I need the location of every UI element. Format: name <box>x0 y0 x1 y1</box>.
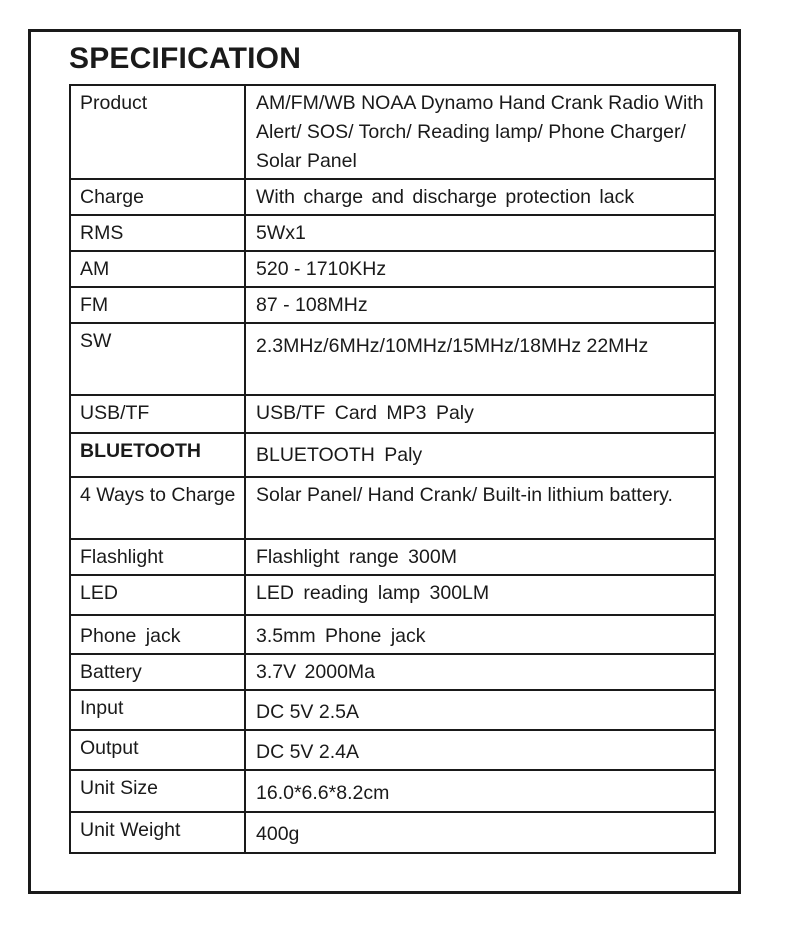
table-row <box>70 179 715 215</box>
spec-value: AM/FM/WB NOAA Dynamo Hand Crank Radio With Alert/ SOS/ Torch/ Reading lamp/ Phone Charger/ Solar Panel <box>245 85 715 179</box>
spec-label: RMS <box>70 215 245 251</box>
table-row <box>70 251 715 287</box>
spec-value: DC 5V 2.5A <box>245 690 715 730</box>
spec-value: 3.5mm Phone jack <box>245 615 715 654</box>
table-row <box>70 287 715 323</box>
spec-label: FM <box>70 287 245 323</box>
table-row <box>70 539 715 575</box>
spec-value: 87 - 108MHz <box>245 287 715 323</box>
spec-label: Output <box>70 730 245 770</box>
spec-label: LED <box>70 575 245 615</box>
spec-value: DC 5V 2.4A <box>245 730 715 770</box>
spec-label: USB/TF <box>70 395 245 433</box>
table-row <box>70 215 715 251</box>
spec-value: 5Wx1 <box>245 215 715 251</box>
table-row <box>70 730 715 770</box>
spec-label: 4 Ways to Charge <box>70 477 245 539</box>
spec-label: Flashlight <box>70 539 245 575</box>
table-row <box>70 433 715 477</box>
spec-value: LED reading lamp 300LM <box>245 575 715 615</box>
spec-label: AM <box>70 251 245 287</box>
page-title: SPECIFICATION <box>69 42 302 75</box>
table-row <box>70 575 715 615</box>
spec-label: Unit Weight <box>70 812 245 853</box>
table-row <box>70 477 715 539</box>
spec-value: 2.3MHz/6MHz/10MHz/15MHz/18MHz 22MHz <box>245 323 715 395</box>
spec-label: SW <box>70 323 245 395</box>
table-row <box>70 395 715 433</box>
spec-label: Charge <box>70 179 245 215</box>
spec-value: BLUETOOTH Paly <box>245 433 715 477</box>
spec-value: 16.0*6.6*8.2cm <box>245 770 715 812</box>
spec-value: Flashlight range 300M <box>245 539 715 575</box>
spec-value: 3.7V 2000Ma <box>245 654 715 690</box>
spec-value: 520 - 1710KHz <box>245 251 715 287</box>
spec-label: Input <box>70 690 245 730</box>
spec-value: USB/TF Card MP3 Paly <box>245 395 715 433</box>
spec-label: Unit Size <box>70 770 245 812</box>
spec-value: Solar Panel/ Hand Crank/ Built-in lithium battery. <box>245 477 715 539</box>
spec-label: Product <box>70 85 245 179</box>
spec-label: Phone jack <box>70 615 245 654</box>
table-row <box>70 85 715 179</box>
table-row <box>70 654 715 690</box>
spec-value: With charge and discharge protection lack <box>245 179 715 215</box>
table-row <box>70 615 715 654</box>
spec-label: BLUETOOTH <box>70 433 245 477</box>
table-row <box>70 690 715 730</box>
spec-value: 400g <box>245 812 715 853</box>
specification-table <box>69 84 716 854</box>
spec-label: Battery <box>70 654 245 690</box>
table-row <box>70 323 715 395</box>
table-row <box>70 770 715 812</box>
table-row <box>70 812 715 853</box>
